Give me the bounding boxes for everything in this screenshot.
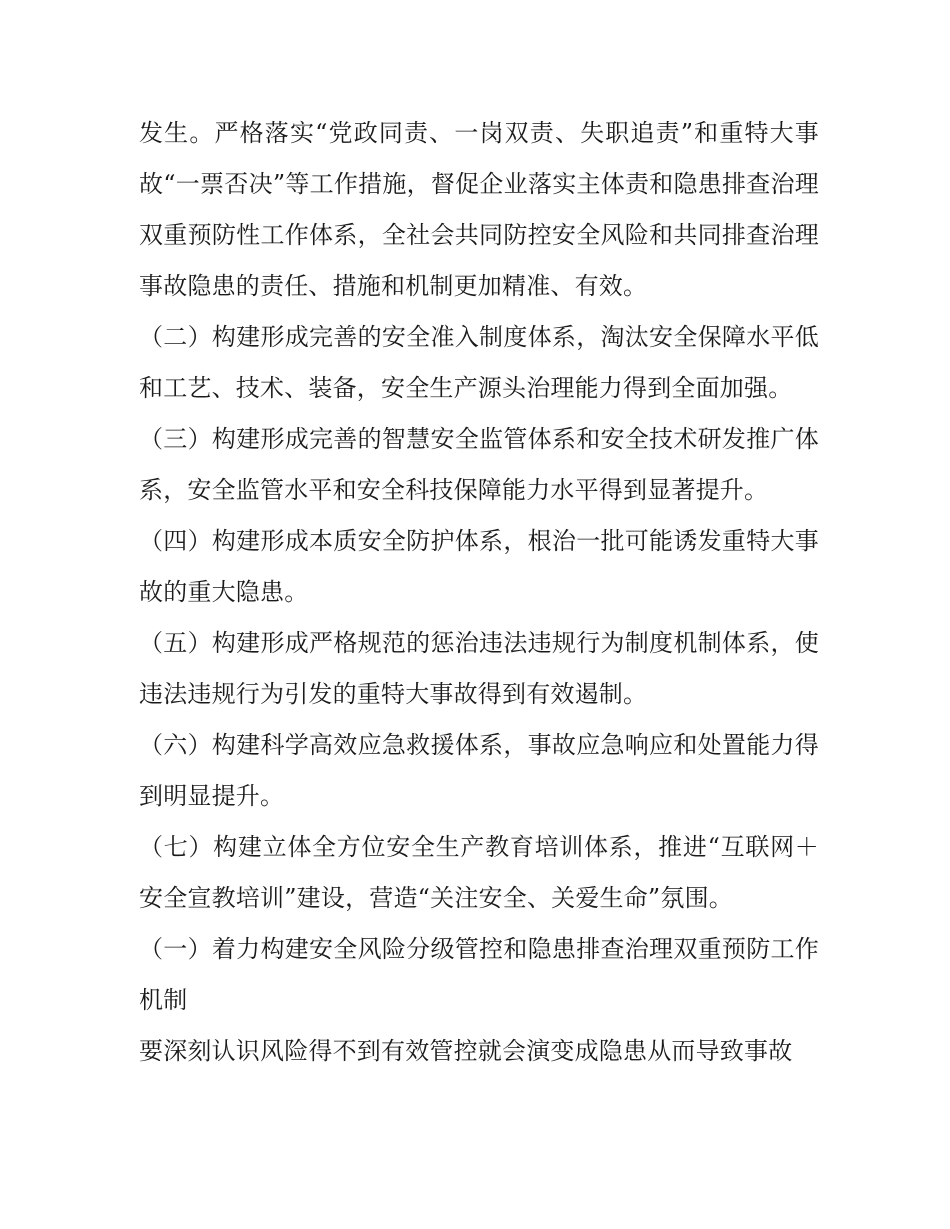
paragraph-7: （七）构建立体全方位安全生产教育培训体系，推进“互联网＋安全宣教培训”建设，营造“关注安全、关爱生命”氛围。: [139, 833, 819, 912]
paragraph-5: （五）构建形成严格规范的惩治违法违规行为制度机制体系，使违法违规行为引发的重特大事故得到有效遏制。: [139, 629, 819, 708]
section-heading: （一）着力构建安全风险分级管控和隐患排查治理双重预防工作机制: [139, 935, 819, 1014]
paragraph-3: （三）构建形成完善的智慧安全监管体系和安全技术研发推广体系，安全监管水平和安全科技保障能力水平得到显著提升。: [139, 425, 819, 504]
paragraph-6: （六）构建科学高效应急救援体系，事故应急响应和处置能力得到明显提升。: [139, 731, 819, 810]
paragraph-1: 发生。严格落实“党政同责、一岗双责、失职追责”和重特大事故“一票否决”等工作措施，督促企业落实主体责和隐患排查治理双重预防性工作体系，全社会共同防控安全风险和共同排查治理事故隐患的责任、措施和机制更加精准、有效。: [139, 119, 819, 300]
paragraph-9: 要深刻认识风险得不到有效管控就会演变成隐患从而导致事故: [139, 1037, 793, 1065]
document-body: [139, 108, 819, 1077]
paragraph-2: （二）构建形成完善的安全准入制度体系，淘汰安全保障水平低和工艺、技术、装备，安全生产源头治理能力得到全面加强。: [139, 323, 819, 402]
paragraph-4: （四）构建形成本质安全防护体系，根治一批可能诱发重特大事故的重大隐患。: [139, 527, 819, 606]
